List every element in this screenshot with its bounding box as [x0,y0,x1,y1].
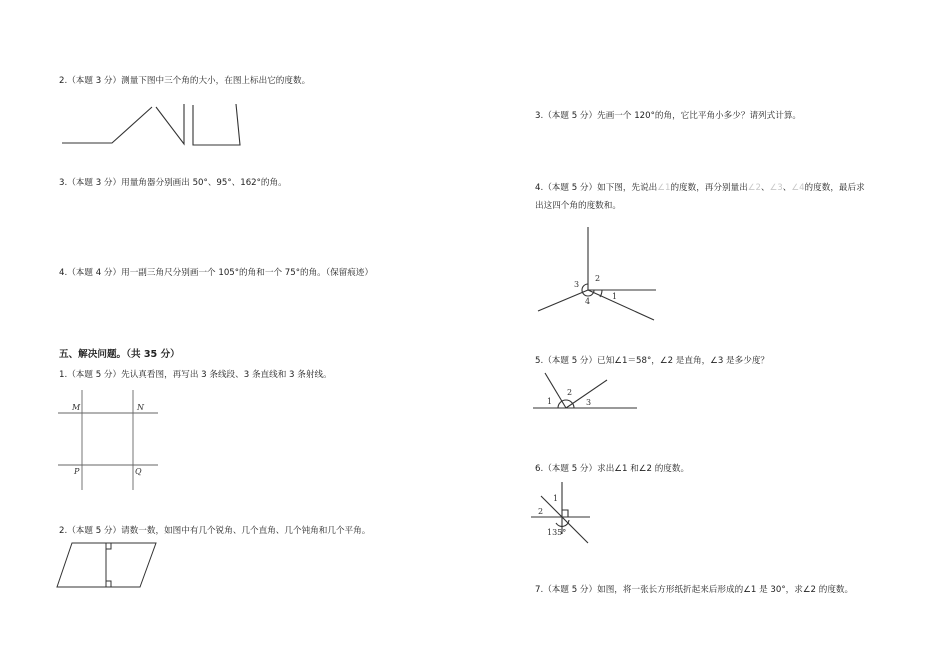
question-lines-rays: 1.（本题 5 分）先认真看图，再写出 3 条线段、3 条直线和 3 条射线。 [59,370,332,380]
question-draw-120: 3.（本题 5 分）先画一个 120°的角，它比平角小多少？请列式计算。 [535,111,802,121]
angle-label-1: 1 [553,494,559,503]
angle-label-3: 3 [586,398,592,407]
question-count-angles: 2.（本题 5 分）请数一数，如图中有几个锐角、几个直角、几个钝角和几个平角。 [59,526,371,536]
q4-text-a: 4.（本题 5 分）如下图，先说出 [535,183,658,193]
question-measure-angles: 2.（本题 3 分）测量下图中三个角的大小，在图上标出它的度数。 [59,76,311,86]
point-label-n: N [137,403,144,412]
angle-label-1: 1 [547,397,553,406]
q4-text-c: 的度数，最后求 [804,183,865,193]
question-draw-angles: 3.（本题 3 分）用量角器分别画出 50°、95°、162°的角。 [59,178,287,188]
q4-sep2: 、 [782,183,792,193]
angle-label-2: 2 [538,507,544,516]
point-label-m: M [72,403,81,412]
q4-angle1-symbol: ∠1 [657,183,671,193]
q4-sep1: 、 [760,183,770,193]
angle-label-4: 4 [585,297,591,306]
question-four-angles-line1 [535,183,865,194]
angle-label-1: 1 [612,292,618,301]
question-find-angles: 6.（本题 5 分）求出∠1 和∠2 的度数。 [535,464,690,474]
angle-label-2: 2 [595,274,601,283]
angle-label-2: 2 [567,388,573,397]
question-four-angles-line2: 出这四个角的度数和。 [535,201,621,211]
question-folded-paper: 7.（本题 5 分）如图，将一张长方形纸折起来后形成的∠1 是 30°，求∠2 的度数。 [535,585,854,595]
question-triangle-rulers: 4.（本题 4 分）用一副三角尺分别画一个 105°的角和一个 75°的角。（保留痕迹） [59,268,374,278]
question-angle-sum: 5.（本题 5 分）已知∠1＝58°，∠2 是直角，∠3 是多少度？ [535,356,770,366]
q4-text-b: 的度数，再分别量出 [670,183,748,193]
given-angle-label: 135° [547,528,567,537]
angle-label-3: 3 [574,280,580,289]
q4-angle3-symbol: ∠3 [769,183,783,193]
point-label-p: P [74,467,80,476]
point-label-q: Q [135,467,142,476]
q4-angle4-symbol: ∠4 [791,183,805,193]
section-title: 五、解决问题。（共 35 分） [59,349,180,360]
q4-angle2-symbol: ∠2 [747,183,761,193]
